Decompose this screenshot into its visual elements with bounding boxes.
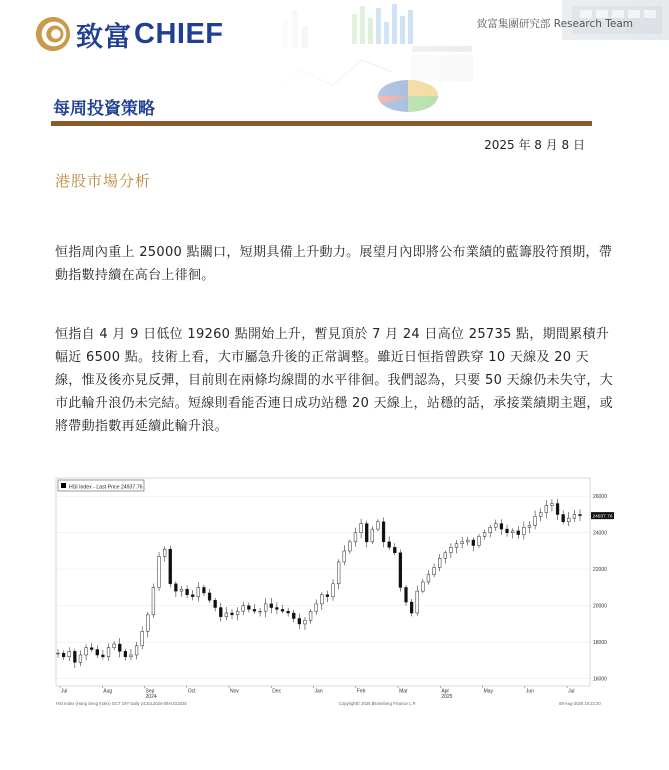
- candle-body: [534, 516, 537, 525]
- last-price-label: 24937.76: [592, 514, 613, 520]
- x-tick-label: Nov: [230, 688, 239, 695]
- candle-body: [545, 505, 548, 512]
- candle-body: [118, 644, 121, 651]
- candle-body: [264, 604, 267, 611]
- candle-body: [478, 536, 481, 545]
- candle-body: [208, 593, 211, 600]
- candle-body: [416, 591, 419, 613]
- candle-body: [444, 553, 447, 558]
- candle-body: [96, 650, 99, 655]
- company-logo: [34, 14, 224, 54]
- x-tick-label: Dec: [272, 688, 282, 695]
- candle-body: [326, 595, 329, 597]
- candle-body: [247, 606, 250, 610]
- candle-body: [556, 504, 559, 515]
- section-heading: 港股市場分析: [55, 172, 152, 190]
- y-tick-label: 24000: [593, 530, 607, 537]
- x-tick-label: Jul: [568, 688, 575, 695]
- candle-body: [500, 524, 503, 529]
- candle-body: [562, 514, 565, 521]
- x-tick-label: Jun: [525, 688, 534, 695]
- chart-footer-left: HSI Index (Hang Seng Index) GCT 19Y Daily 24JUL2024-08AUG2025: [56, 701, 187, 706]
- x-tick-label: Oct: [187, 688, 196, 695]
- candle-body: [169, 549, 172, 584]
- candle-body: [489, 527, 492, 532]
- candle-body: [377, 522, 380, 529]
- candle-body: [146, 615, 149, 631]
- candle-body: [253, 609, 256, 611]
- logo-english-text: CHIEF: [134, 17, 224, 50]
- y-tick-label: 16000: [593, 676, 607, 683]
- candle-body: [405, 587, 408, 602]
- candle-body: [438, 558, 441, 567]
- x-tick-label: Sep: [145, 688, 155, 695]
- candle-body: [186, 589, 189, 594]
- candle-body: [73, 651, 76, 662]
- candle-body: [219, 608, 222, 617]
- candle-body: [461, 542, 464, 544]
- x-tick-label: Jul: [61, 688, 68, 695]
- candle-body: [466, 540, 469, 542]
- title-divider: [51, 121, 592, 126]
- candle-body: [191, 595, 194, 597]
- x-tick-label: May: [483, 688, 494, 695]
- candle-body: [287, 611, 290, 613]
- candle-body: [315, 604, 318, 611]
- candle-body: [410, 602, 413, 613]
- paragraph: 恒指周內重上 25000 點關口，短期具備上升動力。展望月內即將公布業績的藍籌股符預期，帶動指數持續在高台上徘徊。: [55, 245, 613, 283]
- candle-body: [393, 547, 396, 552]
- candle-body: [214, 600, 217, 607]
- candle-body: [332, 584, 335, 597]
- candle-body: [197, 587, 200, 596]
- candle-body: [130, 655, 133, 657]
- candle-body: [236, 611, 239, 615]
- y-tick-label: 20000: [593, 603, 607, 610]
- candle-body: [320, 595, 323, 604]
- candle-body: [511, 531, 514, 533]
- candle-body: [573, 514, 576, 518]
- candle-body: [309, 611, 312, 620]
- candle-body: [304, 620, 307, 624]
- candle-body: [90, 648, 93, 650]
- chart-background: [51, 472, 620, 708]
- candle-body: [62, 653, 65, 657]
- chief-logo-icon: [34, 15, 72, 53]
- chart-footer-mid: Copyright© 2025 Bloomberg Finance L.P.: [339, 701, 417, 706]
- logo-chinese-text: 致富: [76, 21, 132, 53]
- candle-body: [242, 606, 245, 611]
- candle-body: [203, 587, 206, 592]
- candle-body: [270, 604, 273, 608]
- y-tick-label: 22000: [593, 567, 607, 574]
- candle-body: [158, 556, 161, 587]
- candle-body: [298, 618, 301, 623]
- legend-text: HSI Index - Last Price 24937.76: [69, 484, 143, 491]
- candle-body: [348, 542, 351, 551]
- candle-body: [102, 655, 105, 657]
- y-tick-label: 26000: [593, 494, 607, 501]
- candle-body: [360, 524, 363, 533]
- report-date: 2025 年 8 月 8 日: [484, 138, 585, 152]
- candle-body: [382, 522, 385, 542]
- x-tick-label: Aug: [103, 688, 113, 695]
- candle-body: [68, 651, 71, 656]
- research-team-label: 致富集團研究部 Research Team: [476, 18, 633, 30]
- candle-body: [494, 524, 497, 528]
- candle-body: [124, 651, 127, 656]
- candle-body: [450, 547, 453, 552]
- candle-body: [180, 589, 183, 591]
- candle-body: [371, 529, 374, 542]
- candle-body: [365, 524, 368, 542]
- candle-body: [506, 529, 509, 533]
- x-tick-label: Jan: [314, 688, 323, 695]
- x-year-label: 2025: [441, 694, 453, 700]
- candle-body: [79, 655, 82, 662]
- candle-body: [141, 631, 144, 646]
- hsi-price-chart: [51, 472, 620, 708]
- paragraph: 恒指自 4 月 9 日低位 19260 點開始上升，暫見頂於 7 月 24 日高位 25735 點，期間累積升幅近 6500 點。技術上看，大市屬急升後的正常調整。雖近日恒指曾跌穿 10 天線及 20 天線，惟及後亦見反彈，目前則在兩條均線間的水平徘徊。我們認為，只要 50 天線仍未失守，大市此輪升浪仍未完結。短線則看能否連日成功站穩 20 天線上，站穩的話，承接業績期主題，或將帶動指數再延續此輪升浪。: [55, 327, 614, 434]
- chart-legend: [58, 480, 144, 491]
- candle-body: [259, 611, 262, 612]
- candle-body: [135, 646, 138, 655]
- candle-body: [292, 613, 295, 618]
- candle-body: [85, 648, 88, 655]
- candle-body: [388, 542, 391, 547]
- candle-body: [579, 514, 582, 515]
- x-tick-label: Mar: [399, 688, 408, 695]
- candle-body: [354, 533, 357, 542]
- candle-body: [343, 551, 346, 562]
- candle-body: [231, 613, 234, 615]
- candle-body: [455, 544, 458, 548]
- candle-body: [107, 648, 110, 657]
- candle-body: [483, 533, 486, 537]
- candle-body: [528, 525, 531, 527]
- candle-body: [399, 553, 402, 588]
- candle-body: [281, 609, 284, 611]
- candle-body: [57, 653, 60, 654]
- candle-body: [539, 513, 542, 517]
- chart-footer-right: 08-Aug-2025 16:22:20: [559, 701, 601, 706]
- candle-body: [113, 644, 116, 648]
- candle-body: [433, 567, 436, 574]
- candle-body: [225, 613, 228, 617]
- candle-body: [472, 540, 475, 545]
- report-title: 每周投資策略: [53, 99, 155, 119]
- x-tick-label: Feb: [356, 688, 366, 695]
- candle-body: [427, 575, 430, 582]
- candle-body: [337, 562, 340, 584]
- candle-body: [276, 608, 279, 610]
- candle-body: [522, 527, 525, 534]
- candle-body: [517, 531, 520, 535]
- candle-body: [174, 584, 177, 591]
- candle-body: [152, 587, 155, 614]
- candle-body: [567, 518, 570, 522]
- candle-body: [163, 549, 166, 556]
- candle-body: [551, 504, 554, 506]
- x-tick-label: Apr: [441, 688, 450, 695]
- candle-body: [421, 582, 424, 591]
- y-tick-label: 18000: [593, 640, 607, 647]
- x-year-label: 2024: [145, 694, 157, 700]
